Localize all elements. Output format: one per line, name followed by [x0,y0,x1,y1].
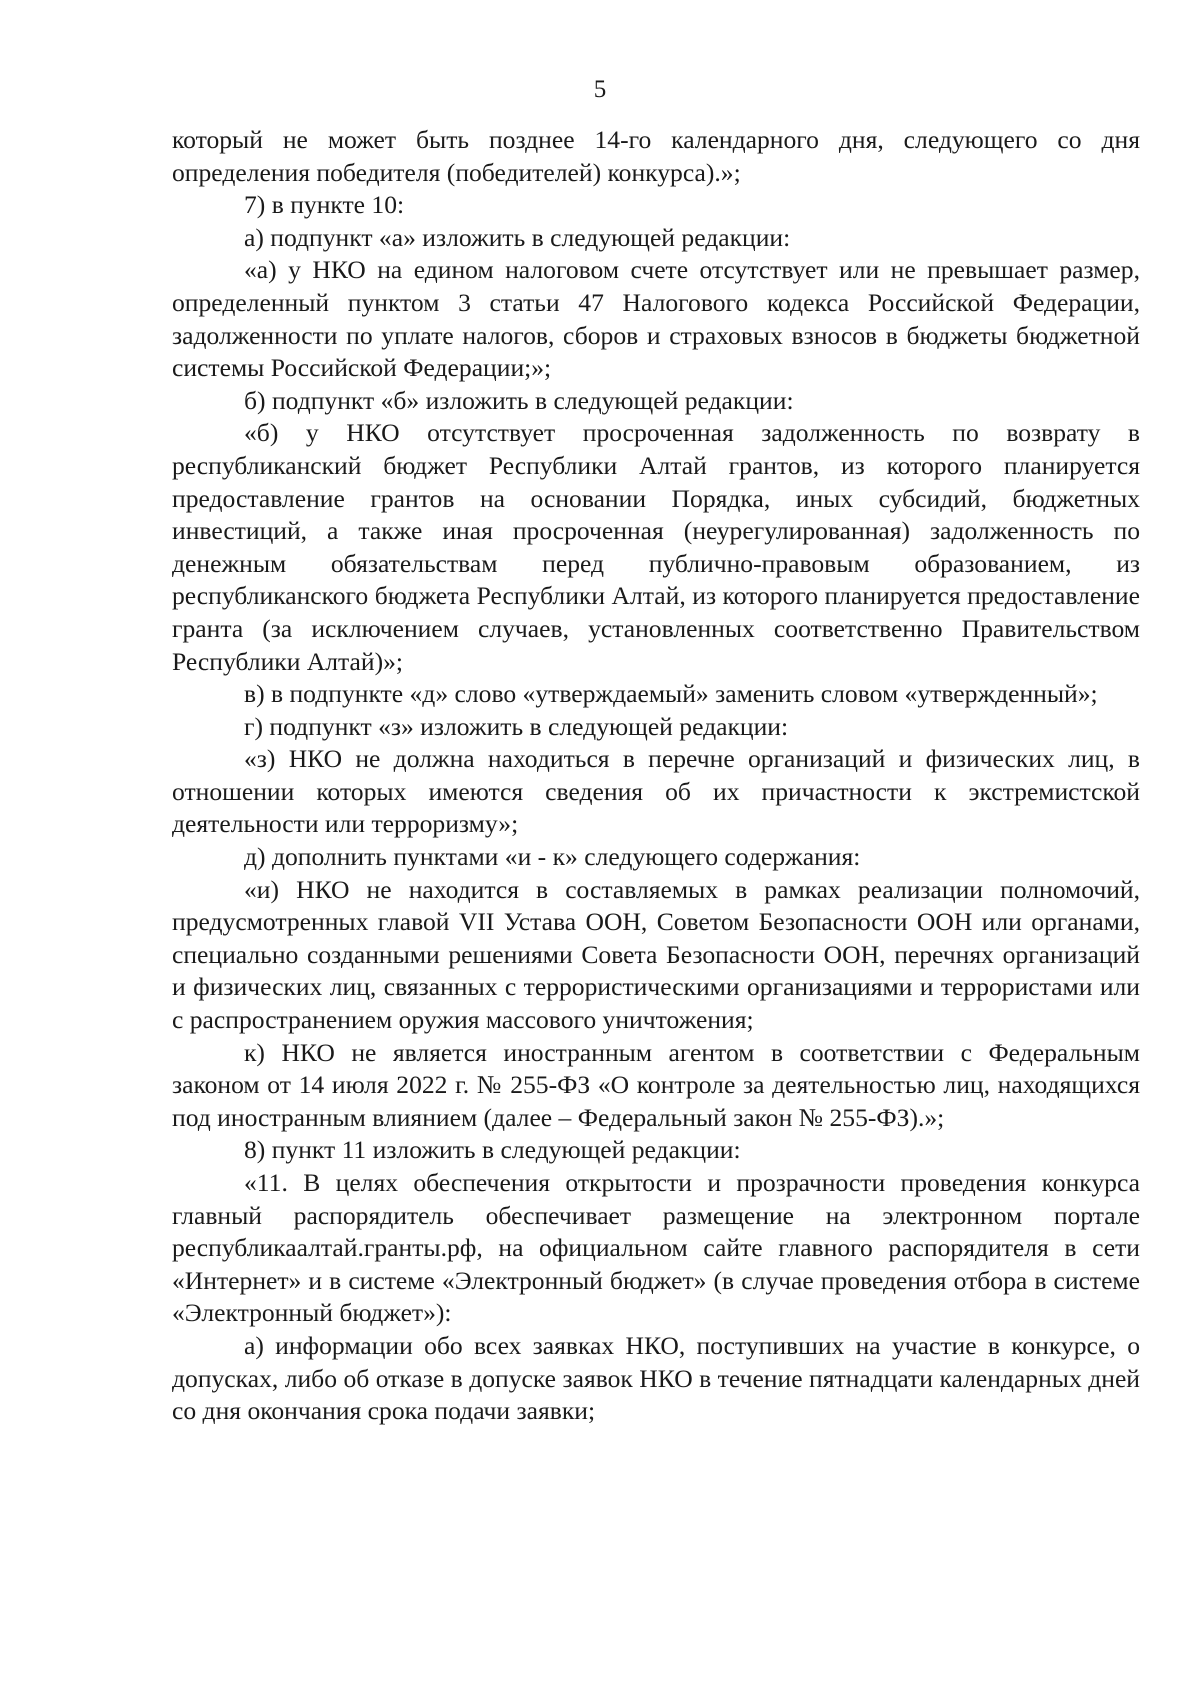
page-number: 5 [593,76,607,103]
paragraph: «11. В целях обеспечения открытости и прозрачности проведения конкурса главный распорядитель обеспечивает размещение на электронном портале республикаалтай.гранты.рф, на официальном сайте главного распорядителя в сети «Интернет» и в системе «Электронный бюджет» (в случае проведения отбора в системе «Электронный бюджет»): [172,1168,1140,1328]
paragraph: а) подпункт «а» изложить в следующей редакции: [244,222,791,252]
paragraph: к) НКО не является иностранным агентом в соответствии с Федеральным законом от 14 июля 2022 г. № 255-ФЗ «О контроле за деятельностью лиц, находящихся под иностранным влиянием (далее – Федеральный закон № 255-ФЗ).»; [172,1037,1140,1132]
paragraph: «з) НКО не должна находиться в перечне организаций и физических лиц, в отношении которых имеются сведения об их причастности к экстремистской деятельности или терроризму»; [172,744,1140,839]
document-body [172,124,1140,1428]
paragraph: «а) у НКО на едином налоговом счете отсутствует или не превышает размер, определенный пунктом 3 статьи 47 Налогового кодекса Российской Федерации, задолженности по уплате налогов, сборов и страховых взносов в бюджеты бюджетной системы Российской Федерации;»; [172,255,1140,383]
paragraph: который не может быть позднее 14-го календарного дня, следующего со дня определения победителя (победителей) конкурса).»; [172,125,1140,187]
paragraph: г) подпункт «з» изложить в следующей редакции: [244,711,789,741]
paragraph: в) в подпункте «д» слово «утверждаемый» заменить словом «утвержденный»; [244,679,1098,709]
paragraph: д) дополнить пунктами «и - к» следующего содержания: [244,842,861,872]
paragraph: б) подпункт «б» изложить в следующей редакции: [244,385,794,415]
paragraph: 7) в пункте 10: [244,190,405,220]
paragraph: «и) НКО не находится в составляемых в рамках реализации полномочий, предусмотренных главой VII Устава ООН, Советом Безопасности ООН или органами, специально созданными решениями Совета Безопасности ООН, перечнях организаций и физических лиц, связанных с террористическими организациями и террористами или с распространением оружия массового уничтожения; [172,874,1140,1035]
paragraph: а) информации обо всех заявках НКО, поступивших на участие в конкурсе, о допусках, либо об отказе в допуске заявок НКО в течение пятнадцати календарных дней со дня окончания срока подачи заявки; [172,1330,1140,1426]
paragraph: «б) у НКО отсутствует просроченная задолженность по возврату в республиканский бюджет Республики Алтай грантов, из которого планируется предоставление грантов на основании Порядка, иных субсидий, бюджетных инвестиций, а также иная просроченная (неурегулированная) задолженность по денежным обязательствам перед публично-правовым образованием, из республиканского бюджета Республики Алтай, из которого планируется предоставление гранта (за исключением случаев, установленных соответственно Правительством Республики Алтай)»; [172,418,1140,676]
paragraph: 8) пункт 11 изложить в следующей редакции: [244,1135,741,1165]
